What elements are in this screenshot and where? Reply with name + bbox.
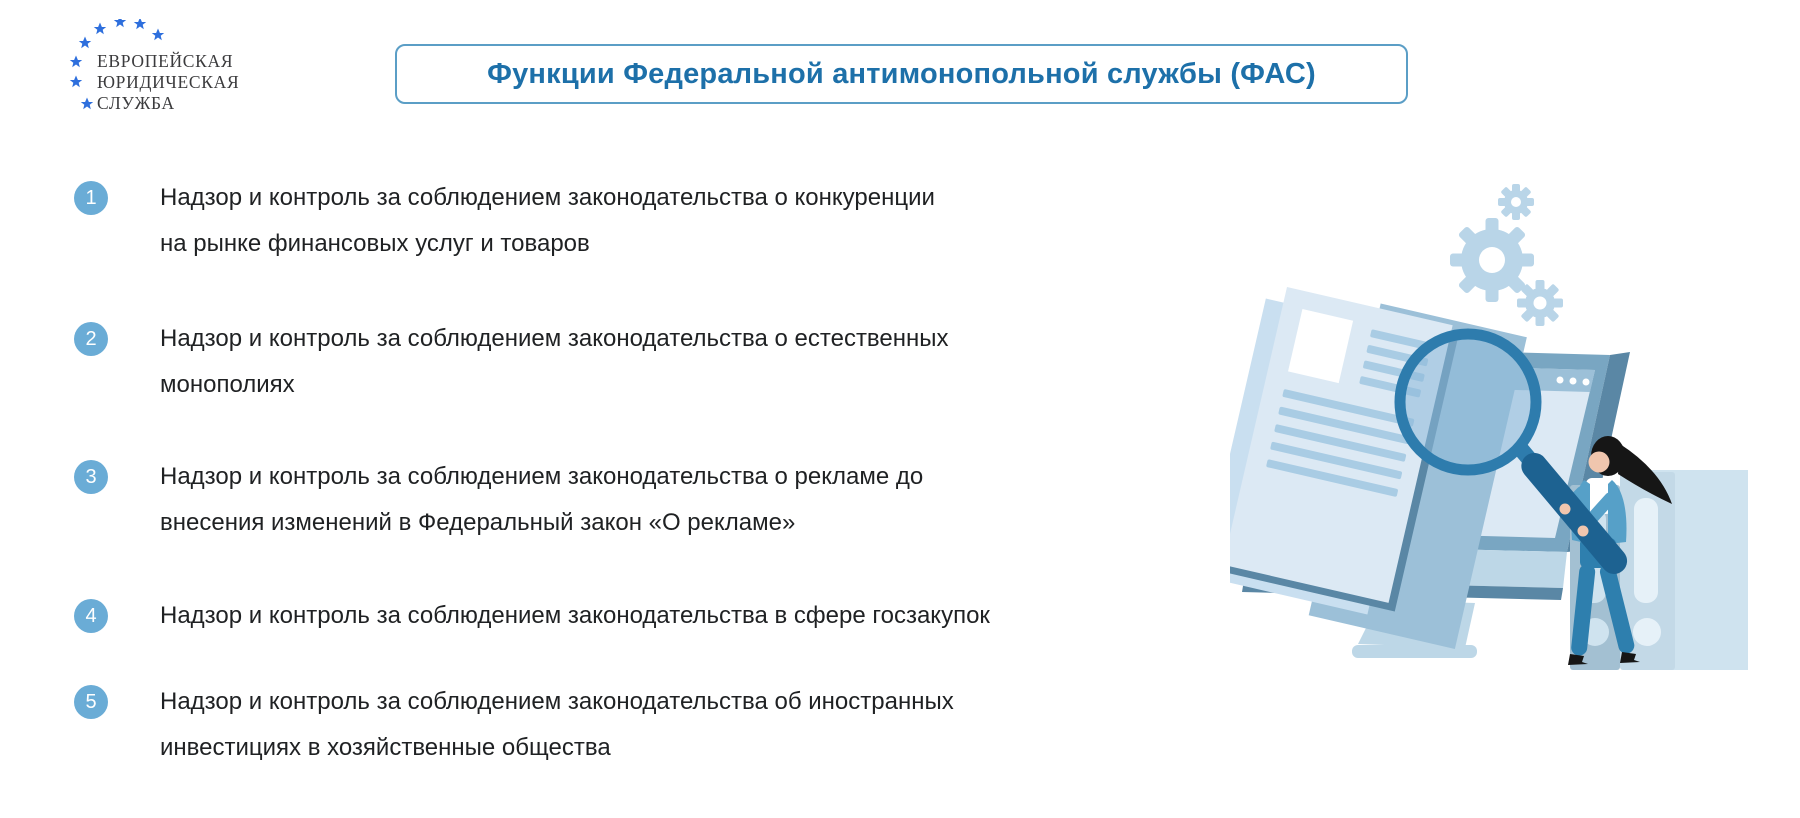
- item-text: внесения изменений в Федеральный закон «О рекламе»: [160, 509, 796, 536]
- item-text: на рынке финансовых услуг и товаров: [160, 230, 590, 257]
- item-number-badge: 3: [74, 460, 108, 494]
- item-text: Надзор и контроль за соблюдением законодательства об иностранных: [160, 688, 954, 715]
- item-number-badge: 2: [74, 322, 108, 356]
- item-number-badge: 4: [74, 599, 108, 633]
- list-item: [74, 593, 990, 639]
- brand-logo: [55, 25, 295, 140]
- brand-line-1: ЕВРОПЕЙСКАЯ: [97, 51, 234, 71]
- list-item: [74, 679, 954, 771]
- illustration-analyst-magnifier: [1230, 140, 1800, 710]
- item-text: Надзор и контроль за соблюдением законодательства в сфере госзакупок: [160, 602, 990, 629]
- gear-icon: [1450, 184, 1563, 326]
- list-item: [74, 316, 949, 408]
- item-text: монополиях: [160, 371, 295, 398]
- brand-line-3: СЛУЖБА: [97, 93, 175, 113]
- brand-line-2: ЮРИДИЧЕСКАЯ: [97, 72, 240, 92]
- item-text: инвестициях в хозяйственные общества: [160, 734, 611, 761]
- list-item: [74, 454, 923, 546]
- page-title: Функции Федеральной антимонопольной службы (ФАС): [487, 57, 1316, 90]
- item-number-badge: 1: [74, 181, 108, 215]
- list-item: [74, 175, 935, 267]
- item-text: Надзор и контроль за соблюдением законодательства о естественных: [160, 325, 949, 352]
- title-box: [395, 44, 1408, 104]
- item-text: Надзор и контроль за соблюдением законодательства о рекламе до: [160, 463, 924, 490]
- item-number-badge: 5: [74, 685, 108, 719]
- brand-name: [97, 51, 239, 114]
- item-text: Надзор и контроль за соблюдением законодательства о конкуренции: [160, 184, 935, 211]
